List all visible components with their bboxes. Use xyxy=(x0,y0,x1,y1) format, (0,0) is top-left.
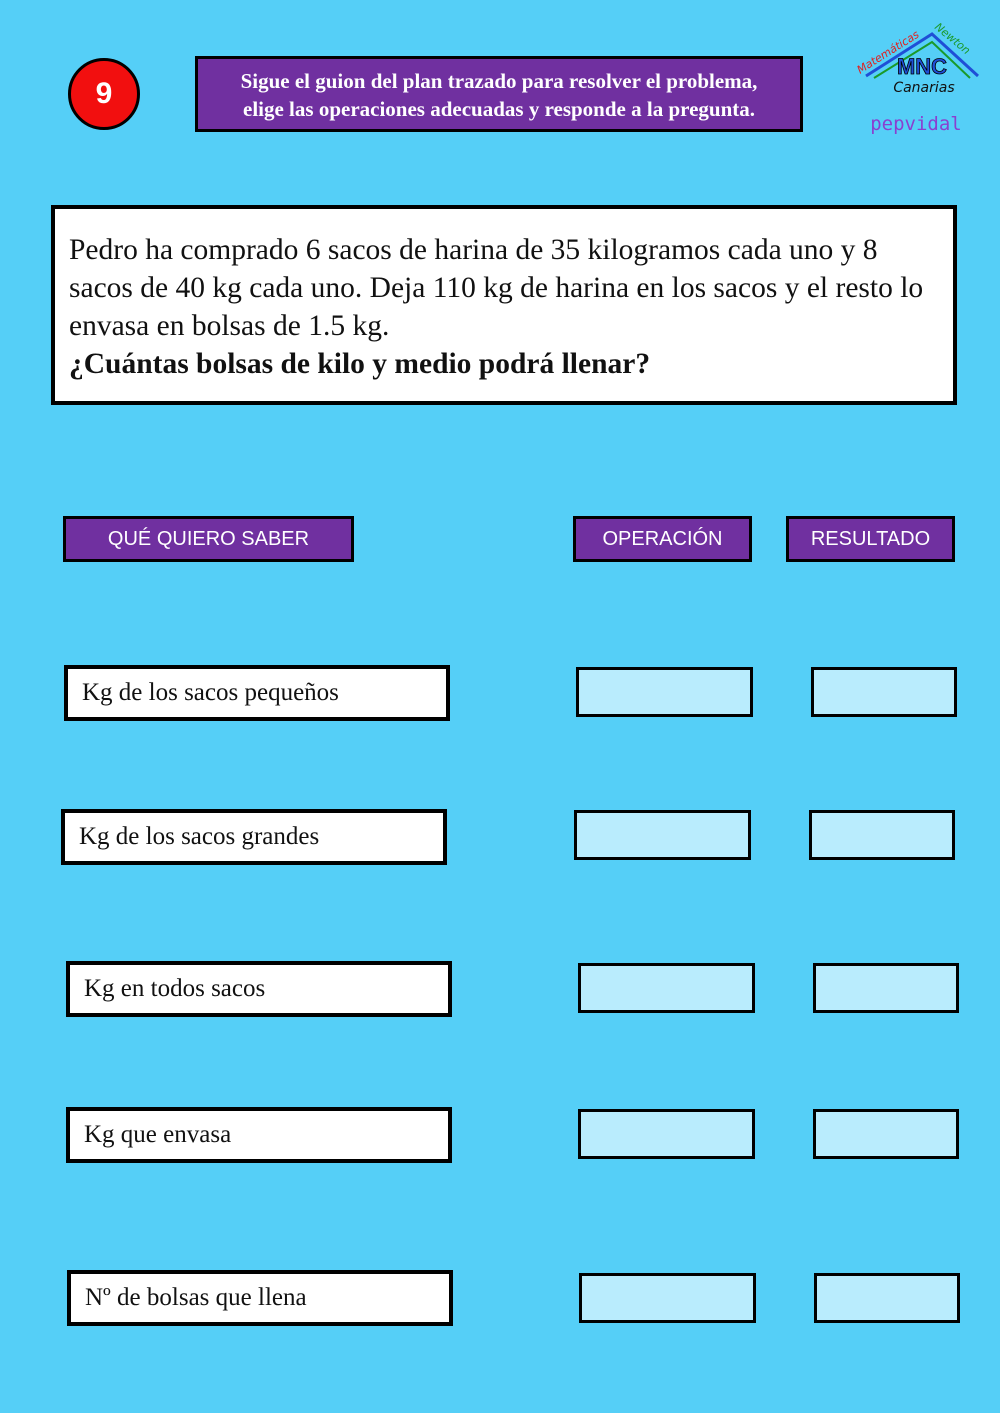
row-label-large-sacks: Kg de los sacos grandes xyxy=(61,809,447,865)
row-label-packaged-kg: Kg que envasa xyxy=(66,1107,452,1163)
result-input-large-sacks[interactable] xyxy=(809,810,955,860)
header-result: RESULTADO xyxy=(786,516,955,562)
header-operation: OPERACIÓN xyxy=(573,516,752,562)
result-input-bags-filled[interactable] xyxy=(814,1273,960,1323)
operation-input-all-sacks[interactable] xyxy=(578,963,755,1013)
problem-text: Pedro ha comprado 6 sacos de harina de 35 kilogramos cada uno y 8 sacos de 40 kg cada uno. Deja 110 kg de harina en los sacos y el resto lo envasa en bolsas de 1.5 kg. xyxy=(69,234,924,342)
problem-statement xyxy=(51,205,957,405)
problem-question: ¿Cuántas bolsas de kilo y medio podrá llenar? xyxy=(69,348,651,380)
logo-subtitle: Canarias xyxy=(893,80,955,96)
instructions-line-1: Sigue el guion del plan trazado para resolver el problema, xyxy=(240,69,758,93)
operation-input-small-sacks[interactable] xyxy=(576,667,753,717)
operation-input-bags-filled[interactable] xyxy=(579,1273,756,1323)
logo-author: pepvidal xyxy=(870,113,962,135)
result-input-all-sacks[interactable] xyxy=(813,963,959,1013)
operation-input-large-sacks[interactable] xyxy=(574,810,751,860)
mnc-logo xyxy=(852,22,984,142)
result-input-packaged-kg[interactable] xyxy=(813,1109,959,1159)
result-input-small-sacks[interactable] xyxy=(811,667,957,717)
logo-acronym: MNC xyxy=(896,54,948,79)
problem-number-badge: 9 xyxy=(68,58,140,130)
row-label-all-sacks: Kg en todos sacos xyxy=(66,961,452,1017)
header-what-to-know: QUÉ QUIERO SABER xyxy=(63,516,354,562)
row-label-bags-filled: Nº de bolsas que llena xyxy=(67,1270,453,1326)
instructions-line-2: elige las operaciones adecuadas y responde a la pregunta. xyxy=(243,97,755,121)
operation-input-packaged-kg[interactable] xyxy=(578,1109,755,1159)
logo-arc-left: Matemáticas xyxy=(854,27,922,77)
row-label-small-sacks: Kg de los sacos pequeños xyxy=(64,665,450,721)
logo-arc-right: Newton xyxy=(932,22,973,58)
instructions-banner xyxy=(195,56,803,132)
